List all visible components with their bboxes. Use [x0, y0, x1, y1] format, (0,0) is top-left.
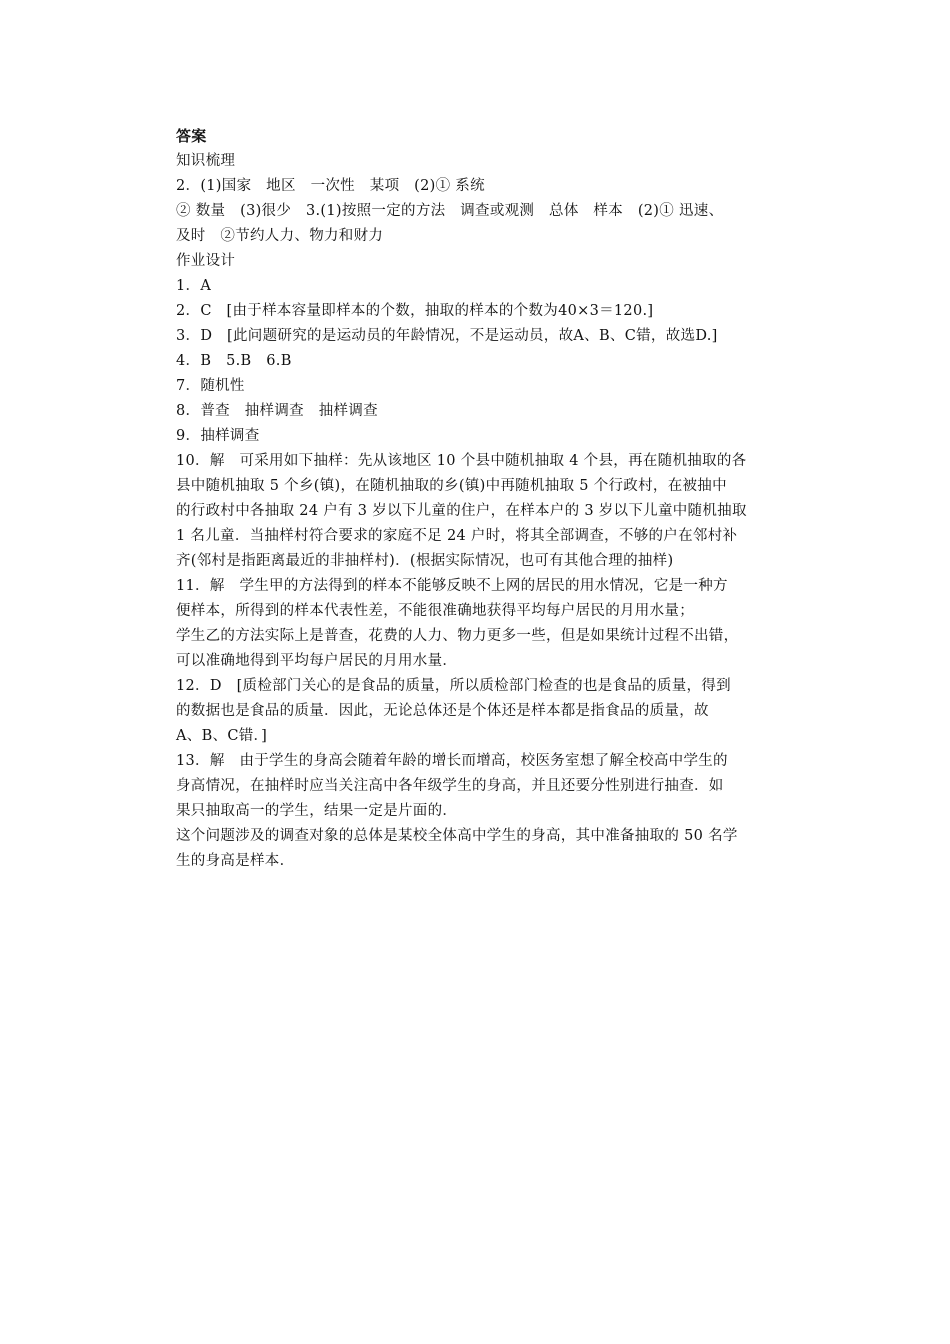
answer-4-6	[176, 349, 826, 374]
knowledge-summary	[176, 174, 826, 249]
answer-13	[176, 749, 826, 874]
answer-line: 1 名儿童．当抽样村符合要求的家庭不足 24 户时，将其全部调查，不够的户在邻村补	[176, 528, 738, 544]
answer-3	[176, 324, 826, 349]
answer-line: 13．解 由于学生的身高会随着年龄的增长而增高，校医务室想了解全校高中学生的	[176, 753, 728, 769]
answer-line: 这个问题涉及的调查对象的总体是某校全体高中学生的身高，其中准备抽取的 50 名学	[176, 828, 738, 844]
section-homework-heading: 作业设计	[176, 253, 236, 269]
knowledge-line: 及时 ②节约人力、物力和财力	[176, 228, 384, 244]
answer-11	[176, 574, 826, 674]
section-knowledge-heading: 知识梳理	[176, 153, 236, 169]
answer-line: 可以准确地得到平均每户居民的月用水量．	[176, 653, 458, 669]
answer-12	[176, 674, 826, 749]
answer-1	[176, 274, 826, 299]
answer-line: 9．抽样调查	[176, 428, 260, 444]
answer-line: 便样本，所得到的样本代表性差，不能很准确地获得平均每户居民的月用水量；	[176, 603, 694, 619]
answer-line: 生的身高是样本．	[176, 853, 295, 869]
answer-line: 4．B 5.B 6.B	[176, 353, 292, 369]
answer-line: 1．A	[176, 278, 212, 294]
knowledge-line: 2．(1)国家 地区 一次性 某项 (2)① 系统	[176, 178, 485, 194]
answer-line: 齐(邻村是指距离最近的非抽样村)．(根据实际情况，也可有其他合理的抽样)	[176, 553, 674, 569]
answer-line: 11．解 学生甲的方法得到的样本不能够反映不上网的居民的用水情况，它是一种方	[176, 578, 728, 594]
answer-8	[176, 399, 826, 424]
answer-line: 学生乙的方法实际上是普查，花费的人力、物力更多一些，但是如果统计过程不出错，	[176, 628, 739, 644]
answer-line: 的行政村中各抽取 24 户有 3 岁以下儿童的住户，在样本户的 3 岁以下儿童中随机抽取	[176, 503, 747, 519]
answer-9	[176, 424, 826, 449]
answer-line: 县中随机抽取 5 个乡(镇)，在随机抽取的乡(镇)中再随机抽取 5 个行政村，在被抽中	[176, 478, 727, 494]
answer-line: 10．解 可采用如下抽样：先从该地区 10 个县中随机抽取 4 个县，再在随机抽取的各	[176, 453, 747, 469]
knowledge-line: ② 数量 (3)很少 3.(1)按照一定的方法 调查或观测 总体 样本 (2)① 迅速、	[176, 203, 724, 219]
answer-line: 身高情况，在抽样时应当关注高中各年级学生的身高，并且还要分性别进行抽查．如	[176, 778, 724, 794]
document-title: 答案	[176, 127, 207, 145]
answer-line: 8．普查 抽样调查 抽样调查	[176, 403, 378, 419]
answer-7	[176, 374, 826, 399]
answer-line: 的数据也是食品的质量．因此，无论总体还是个体还是样本都是指食品的质量，故	[176, 703, 709, 719]
answer-line: 3．D [此问题研究的是运动员的年龄情况，不是运动员，故A、B、C错，故选D.]	[176, 328, 718, 344]
answer-line: 果只抽取高一的学生，结果一定是片面的．	[176, 803, 458, 819]
answer-line: A、B、C错．]	[176, 728, 268, 744]
answer-2	[176, 299, 826, 324]
answer-document	[176, 124, 826, 874]
answer-line: 12．D [质检部门关心的是食品的质量，所以质检部门检查的也是食品的质量，得到	[176, 678, 731, 694]
answer-line: 2．C [由于样本容量即样本的个数，抽取的样本的个数为40×3＝120.]	[176, 303, 654, 319]
answer-10	[176, 449, 826, 574]
answer-line: 7．随机性	[176, 378, 245, 394]
